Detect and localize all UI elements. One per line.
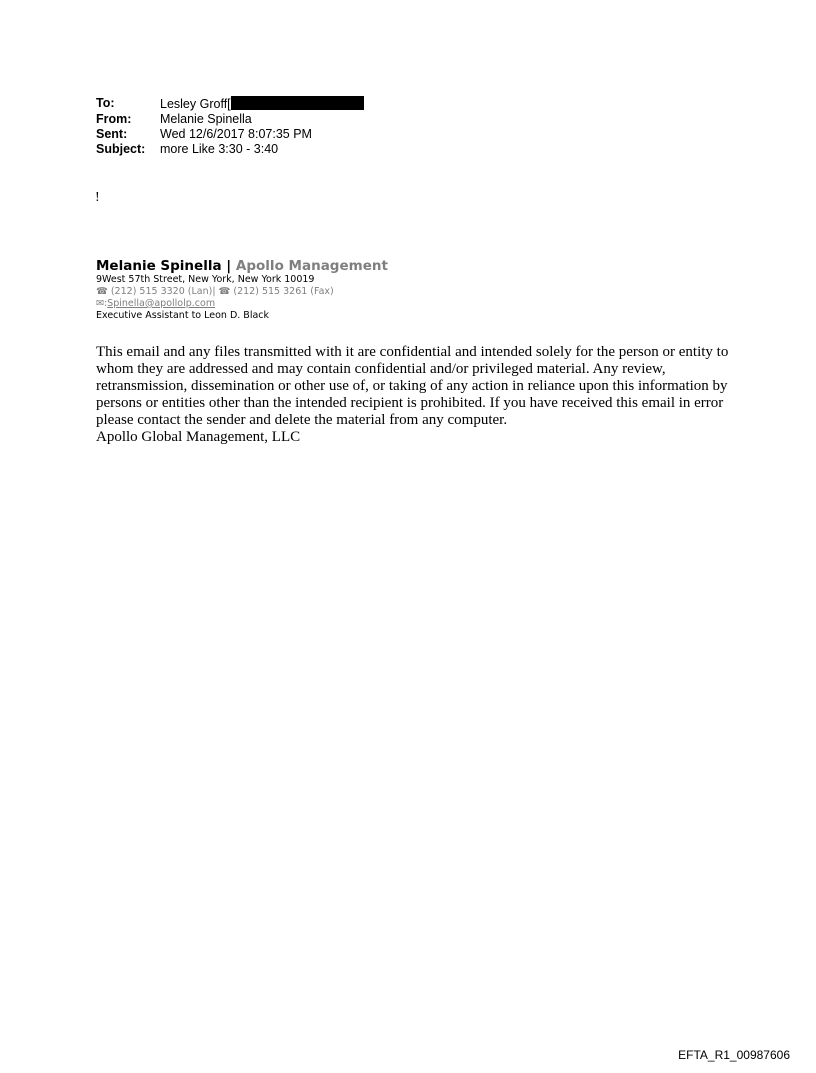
signature-name: Melanie Spinella xyxy=(96,258,222,274)
redaction-box xyxy=(231,96,364,110)
sent-label: Sent: xyxy=(96,127,128,141)
signature-block xyxy=(96,258,388,322)
to-label: To: xyxy=(96,96,115,110)
signature-address: 9West 57th Street, New York, New York 10019 xyxy=(96,274,315,285)
sent-value: Wed 12/6/2017 8:07:35 PM xyxy=(160,127,312,141)
from-row xyxy=(96,112,364,127)
signature-email-line xyxy=(96,298,388,310)
signature-name-line xyxy=(96,258,388,274)
disclaimer-text: This email and any files transmitted with it are confidential and intended solely for the person or entity to whom they are addressed and may contain confidential and/or privileged material. Any review, retransmission, dissemination or other use of, or taking of any action in reliance upon this information by persons or entities other than the intended recipient is prohibited. If you have received this email in error please contact the sender and delete the material from any computer. xyxy=(96,344,729,428)
signature-title: Executive Assistant to Leon D. Black xyxy=(96,310,270,321)
to-value: Lesley Groff[ xyxy=(160,96,364,112)
email-header xyxy=(96,96,364,157)
subject-label: Subject: xyxy=(96,142,146,156)
subject-row xyxy=(96,142,364,157)
document-id: EFTA_R1_00987606 xyxy=(678,1048,790,1062)
email-body: ! xyxy=(95,190,100,205)
subject-value: more Like 3:30 - 3:40 xyxy=(160,142,279,156)
signature-separator: | xyxy=(221,258,236,274)
disclaimer-company: Apollo Global Management, LLC xyxy=(96,429,301,445)
from-label: From: xyxy=(96,112,132,126)
signature-email-link[interactable]: Spinella@apollolp.com xyxy=(107,298,216,309)
confidentiality-disclaimer xyxy=(96,344,736,446)
signature-company: Apollo Management xyxy=(235,258,388,274)
envelope-icon: ✉: xyxy=(96,298,108,309)
signature-phone: ☎ (212) 515 3320 (Lan)| ☎ (212) 515 3261 (Fax) xyxy=(96,286,334,297)
sent-row xyxy=(96,127,364,142)
from-value: Melanie Spinella xyxy=(160,112,252,126)
to-row xyxy=(96,96,364,112)
